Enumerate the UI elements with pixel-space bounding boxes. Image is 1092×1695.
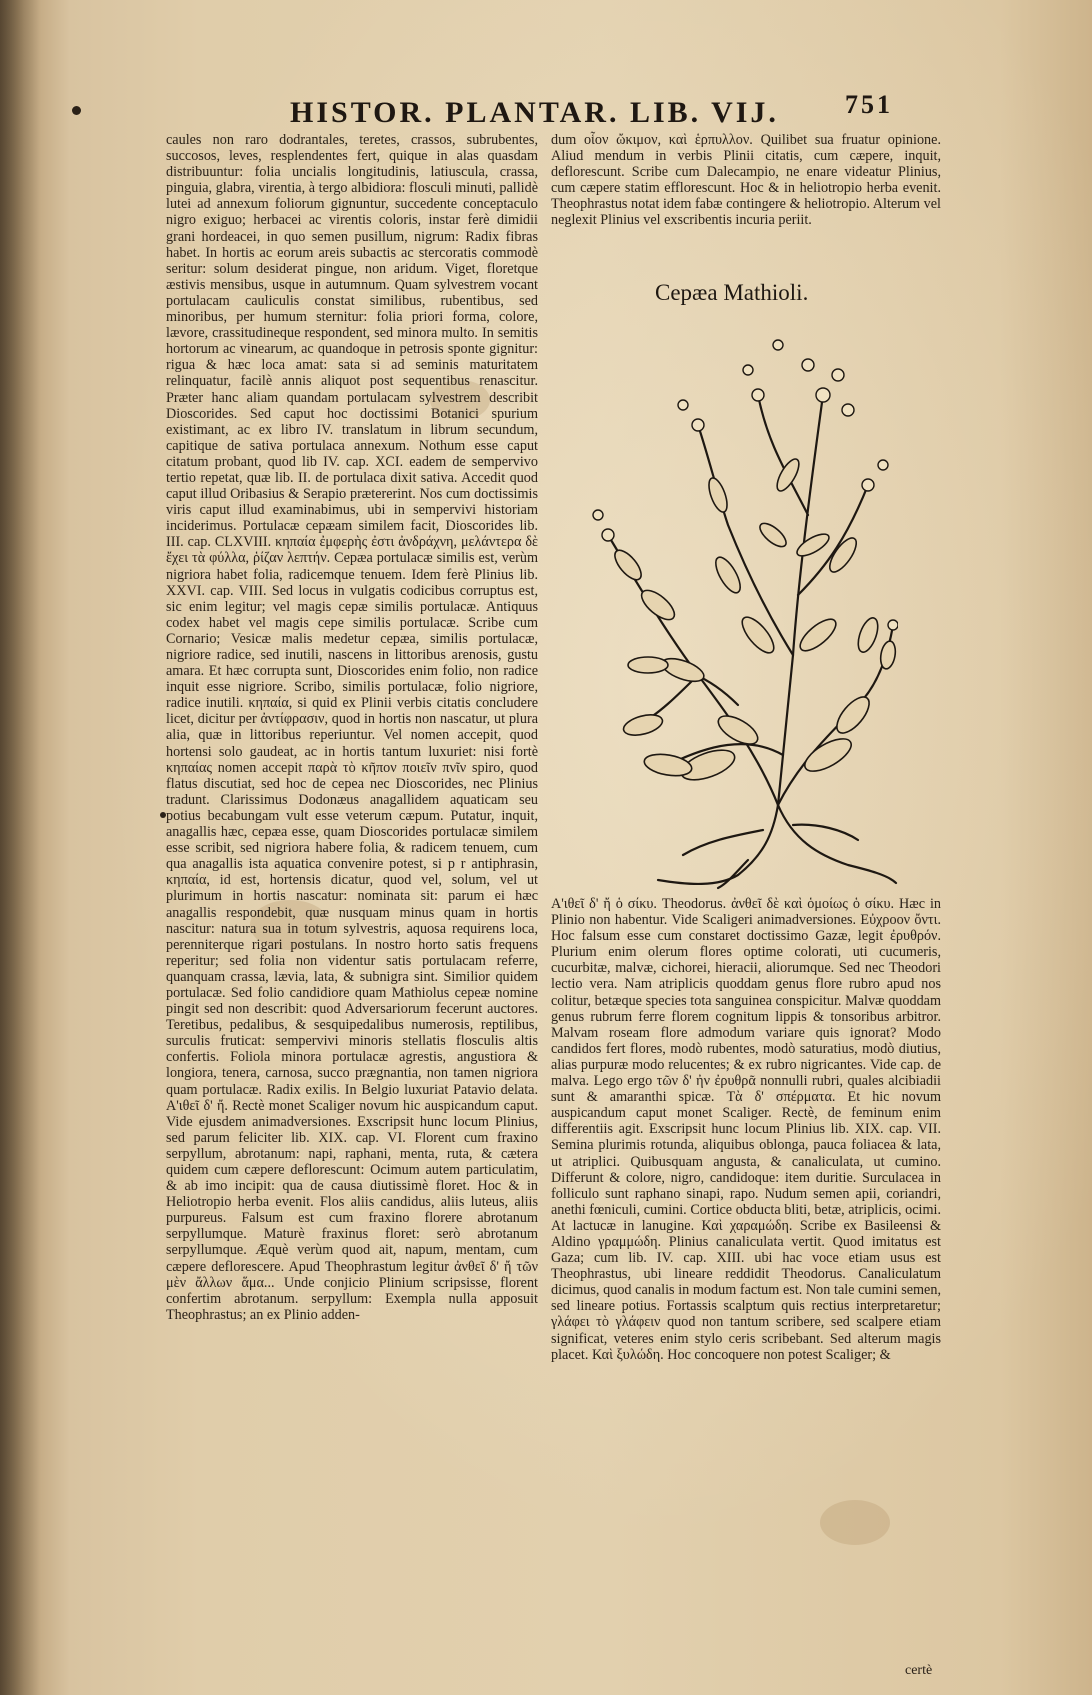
running-header bbox=[290, 90, 910, 136]
right-text-column-bottom bbox=[551, 896, 941, 1363]
right-text-column-top bbox=[551, 132, 941, 229]
catchword: certè bbox=[905, 1663, 933, 1678]
running-title: HISTOR. PLANTAR. LIB. VIJ. bbox=[290, 96, 779, 129]
ink-dot bbox=[72, 106, 81, 115]
plant-woodcut-illustration bbox=[588, 335, 898, 890]
foxing-stain bbox=[820, 1500, 890, 1545]
left-text-column bbox=[166, 132, 538, 1323]
binding-gutter bbox=[0, 0, 40, 1695]
figure-caption: Cepæa Mathioli. bbox=[655, 280, 809, 305]
right-column-bottom-text: Α'ιθεῖ δ' ἤ ὁ σίκυ. Theodorus. ἀνθεῖ δὲ καὶ ὁμοίως ὁ σίκυ. Hæc in Plinio non habentur. Vide Scaligeri animadversiones. Εὐχροον ὄντι. Hoc falsum esse cum constaret doctissimo Gazæ, legit ἐρυθρόν. Plurium enim olerum flores optime colorati, uti cucumeris, cucurbitæ, malvæ, cichorei, hieracii, aliorumque. Sed nec Theodori lectio vera. Nam atriplicis quoddam genus flore rubro apud nos colitur, betæque species tota sanguinea conspicitur. Malvæ quoddam genus rubrum ferre florem cognitum lippis & tonsoribus arbitror. Malvam roseam flore admodum variare quis ignorat? Modo candidos fert flores, modò rubentes, modò saturatius, modò diutius, alias purpuræ modo relucentes; & ex rubro nigricantes. Vide cap. de malva. Lego ergo τῶν δ' ἠν ἐρυθρᾶ nonnulli rubri, quales alcibiadii sunt & amaranthi spicæ. Τὰ δ' σπέρματα. Et hic novum auspicandum caput monet Scaliger. Rectè, de feminum enim differentiis agit. Exscripsit hunc locum Plinius lib. XIX. cap. VII. Semina plurimis rotunda, aliquibus oblonga, pauca foliacea & lata, ut atriplici. Quibusquam angusta, & canaliculata, ut cumino. Differunt & colore, nigro, candidoque: item duritie. Surculacea in folliculo sunt raphano sinapi, rapo. Nudum semen apii, coriandri, anethi fœniculi, cumini. Cortice obducta bliti, betæ, atriplicis, ocimi. At lactucæ in lanugine. Καὶ χαραμώδη. Scribe ex Basileensi & Aldino γραμμώδη. Plinius canaliculata vertit. Quod imitatus est Gaza; cum lib. IV. cap. XIII. ubi hac voce etiam usus est Theophrastus, ubi lineare reddidit Theodorus. Canaliculatum dicimus, quod canalis in modum factum est. Non tale cumini semen, sed lineare potius. Fortassis scalptum quis rectius interpretaretur; γλάφει τὸ γλάφειν quod non tantum scribere, sed scalpere etiam significat, veteres enim stylo ceris scribebant. Sed alterum magis placet. Καὶ ξυλώδη. Hoc concoquere non potest Scaliger; & bbox=[551, 896, 941, 1363]
left-column-text: caules non raro dodrantales, teretes, crassos, subrubentes, succosos, leves, resplendentes fert, quique in alas quasdam distribuuntur: folia uncialis longitudinis, latiuscula, crassa, pinguia, glabra, virentia, à tergo albidiora: flosculi minuti, pallidè lutei ad annexum foliorum gignuntur, succedente conceptaculo nigro exiguo; herbacei ac virentis coloris, instar ferè dimidii grani hordeacei, in quo semen pusillum, nigrum: Radix fibras habet. In hortis ac eorum areis subactis ac stercoratis commodè seritur: solum desiderat pingue, non aridum. Viget, floretque æstivis mensibus, usque in autumnum. Quam sylvestrem vocant portulacam cauliculis constat similibus, rubentibus, sed minoribus, per humum sternitur: folia priori forma, colore, lævore, crassitudineque respondent, sed minora multo. In semitis hortorum ac vinearum, ac quandoque in petrosis sponte gignitur: rigua & hæc loca amat: sata si ad seminis maturitatem relinquatur, facilè annis aliquot post sequentibus renascitur. Præter hanc aliam quandam portulacam sylvestrem describit Dioscorides. Sed caput hoc doctissimi Botanici spurium existimant, ac ex libro IV. translatum in librum secundum, capitique de sativa portulaca annexum. Nothum esse caput citatum probant, quod lib IV. cap. XCI. eadem de sempervivo tertio repetat, quæ lib. II. de portulaca dixit sativa. Accedit quod caput illud Oribasius & Serapio prætererint. Nos cum doctissimis viris caput illud examinabimus, ubi in sempervivi historiam inciderimus. Portulacæ cepæam similem facit, Dioscorides lib. III. cap. CLXVIII. κηπαία ἐμφερὴς ἐστι ἀνδράχνη, μελάντερα δὲ ἔχει τὰ φύλλα, ῥίζαν λεπτήν. Cepæa portulacæ similis est, verùm nigriora habet folia, radicemque tenuem. Idem ferè Plinius lib. XXVI. cap. VIII. Sed locus in vulgatis codicibus corruptus est, sic enim legitur; vel magis cepæ similis portulacæ. Antiquus codex habet vel magis cepe similis portulacæ. Scribe cum Cornario; Vesicæ malis medetur cepæa, similis portulacæ, nigriore radice, sed inutili, nascens in littoribus arenosis, gustu amara. Et hæc corrupta sunt, Dioscorides enim folio, non radice inquit esse nigriore. Scribo, similis portulacæ, folio nigriore, radice inutili. κηπαία, si quid ex Plinii verbis citatis concludere licet, dicitur per ἀντίφρασιν, quod in hortis non nascatur, ut plura alia, quæ in littoribus reperiuntur. Vel nomen accepit, quod hortensi solo gaudeat, ac in hortis tantum luxuriet: nisi fortè κηπαίας nomen accepit παρὰ τὸ κῆπον ποιεῖν πνῖν spiro, quod flatus discutiat, sed hoc de cepea nec Dioscorides, nec Plinius tradunt. Clarissimus Dodonæus anagallidem aquaticam seu potius becabungam vult esse veterum cæpum. Putatur, inquit, anagallis hæc, cepæa esse, quam Dioscorides portulacæ similem esse scribit, sed nigriora habere folia, & radicem tenuem, cum qua anagallis ista aquatica convenire potest, si p r antiphrasin, κηπαία, id est, hortensis dicatur, quod vel, solum, vel ut plurimum in hortis nascatur: nominata sit: parum ei hæc anagallis respondebit, quæ nusquam minus quam in hortis nascitur: natura sua in totum sylvestris, aquosa requirens loca, perenniterque rigari postulans. In nostro horto satis frequens reperitur; sed folia non videntur satis portulacam referre, quanquam crassa, lævia, lata, & subnigra sint. Similior quidem portulacæ. Sed folio candidiore quam Mathiolus cepeæ nomine pingit sed non describit: quod Adversariorum fecerunt auctores. Teretibus, pedalibus, & sesquipedalibus numerosis, reptilibus, surculis fruticat: sempervivi minoris stellatis flosculis altis confertis. Foliola minora portulacæ agrestis, angustiora & longiora, tenera, carnosa, succo prægnantia, non tamen nigriora quam portulacæ. Radix exilis. In Belgio luxuriat Patavio delata. Α'ιθεῖ δ' ἤ. Rectè monet Scaliger novum hic auspicandum caput. Vide ejusdem animadversiones. Exscripsit hunc locum Plinius, sed parum feliciter lib. XIX. cap. VI. Florent cum fraxino serpyllum, abrotanum: napi, raphani, menta, ruta, & cætera quidem cum cæpere deflorescunt: Ocimum autem particulatim, & ab imo incipit: qua de causa diutissimè floret. Hoc & in Heliotropio herba evenit. Flos aliis candidus, aliis luteus, aliis purpureus. Falsum est cum fraxino florere abrotanum serpyllumque. Maturè fraxinus floret: serò abrotanum serpyllumque. Æquè verùm quod ait, napum, mentam, cum cæpere deflorescere. Apud Theophrastum legitur ἀνθεῖ δ' ἤ τῶν μὲν ἄλλων ἅμα... Unde conjicio Plinium scripsisse, florent confertim abrotanum. serpyllum: Exempla nulla apposuit Theophrastus; an ex Plinio adden- bbox=[166, 132, 538, 1323]
right-column-top-text: dum οἷον ὤκιμον, καὶ ἑρπυλλον. Quilibet sua fruatur opinione. Aliud mendum in verbis Plinii citatis, cum cæpere, inquit, deflorescunt. Scribe cum Dalecampio, ne enare videatur Plinius, cum cæpere statim efflorescunt. Hoc & in heliotropio herba evenit. Theophrastus notat idem fabæ contingere & heliotropio. Alterum vel neglexit Plinius vel exscribentis incuria periit. bbox=[551, 132, 941, 229]
page-number: 751 bbox=[845, 90, 893, 119]
